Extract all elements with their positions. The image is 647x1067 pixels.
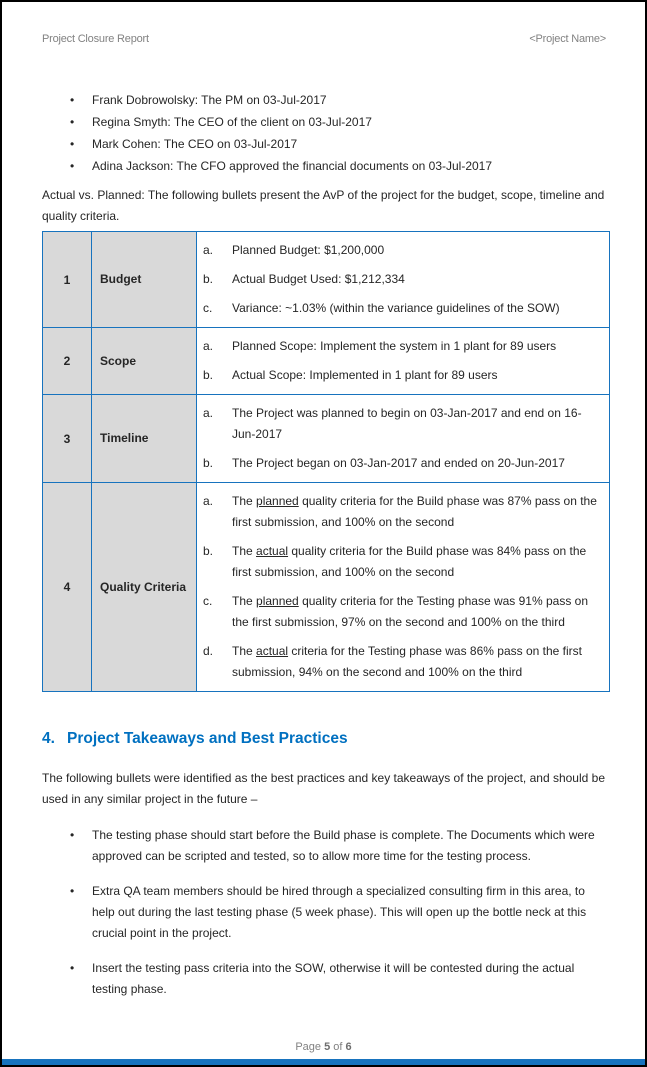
row-number: 2 — [43, 328, 92, 395]
page-content — [2, 33, 645, 1000]
item-letter: c. — [203, 301, 213, 315]
footer-of-label: of — [333, 1041, 343, 1053]
item-text-rest: quality criteria for the Testing phase was 91% pass on the first submission, 97% on the second and 100% on the third — [232, 594, 589, 629]
row-label: Scope — [92, 328, 197, 395]
approval-list-item-text: Frank Dobrowolsky: The PM on 03-Jul-2017 — [92, 93, 327, 107]
footer-accent-bar — [2, 1059, 645, 1065]
item-letter: b. — [203, 368, 214, 382]
item-text-underlined-word: planned — [256, 494, 299, 508]
item-letter: a. — [203, 494, 214, 508]
approval-list-item-text: Regina Smyth: The CEO of the client on 03-Jul-2017 — [92, 115, 372, 129]
item-letter: d. — [203, 644, 214, 658]
table-row — [43, 483, 610, 692]
item-letter: a. — [203, 406, 214, 420]
row-number: 3 — [43, 395, 92, 483]
approval-list-item — [70, 133, 606, 155]
page-header — [42, 33, 606, 45]
item-text: Variance: ~1.03% (within the variance guidelines of the SOW) — [232, 301, 560, 315]
approval-list-item-text: Adina Jackson: The CFO approved the financial documents on 03-Jul-2017 — [92, 159, 493, 173]
row-number: 4 — [43, 483, 92, 692]
item-text — [232, 641, 601, 683]
row-item — [203, 365, 601, 386]
row-item — [203, 336, 601, 357]
bullet-icon: • — [70, 884, 75, 898]
takeaway-list-item-text: Extra QA team members should be hired through a specialized consulting firm in this area, to help out during the last testing phase (5 week phase). This will open up the bottle neck at this crucial point in the project. — [92, 884, 587, 940]
item-letter: b. — [203, 272, 214, 286]
row-label: Timeline — [92, 395, 197, 483]
table-row — [43, 232, 610, 328]
row-item — [203, 453, 601, 474]
row-item — [203, 403, 601, 445]
item-text: The Project began on 03-Jan-2017 and ended on 20-Jun-2017 — [232, 456, 565, 470]
header-title: Project Closure Report — [42, 33, 149, 45]
row-items-cell — [197, 232, 610, 328]
item-text — [232, 491, 601, 533]
row-item — [203, 541, 601, 583]
item-text: Actual Scope: Implemented in 1 plant for 89 users — [232, 368, 498, 382]
row-item — [203, 269, 601, 290]
item-text — [232, 591, 601, 633]
item-text-prefix: The — [232, 644, 257, 658]
section-heading — [42, 730, 606, 748]
takeaway-list-item — [70, 958, 606, 1000]
approval-list-item — [70, 155, 606, 177]
takeaway-list-item — [70, 881, 606, 944]
header-project-name-placeholder: <Project Name> — [529, 33, 606, 45]
footer-total-pages: 6 — [345, 1041, 352, 1053]
row-item — [203, 641, 601, 683]
approvals-bullet-list — [42, 89, 606, 177]
takeaway-list-item-text: The testing phase should start before the Build phase is complete. The Documents which were approved can be scripted and tested, so to allow more time for the testing process. — [92, 828, 595, 863]
item-text-prefix: The — [232, 544, 257, 558]
takeaway-list-item-text: Insert the testing pass criteria into the SOW, otherwise it will be contested during the actual testing phase. — [92, 961, 575, 996]
item-text — [232, 541, 601, 583]
item-text-underlined-word: actual — [256, 644, 289, 658]
item-text: Actual Budget Used: $1,212,334 — [232, 272, 405, 286]
row-label: Budget — [92, 232, 197, 328]
bullet-icon: • — [70, 137, 75, 151]
item-letter: c. — [203, 594, 213, 608]
row-items-cell — [197, 328, 610, 395]
row-item — [203, 591, 601, 633]
row-label: Quality Criteria — [92, 483, 197, 692]
row-items-cell — [197, 483, 610, 692]
bullet-icon: • — [70, 93, 75, 107]
row-items-cell — [197, 395, 610, 483]
item-text-prefix: The — [232, 594, 257, 608]
takeaways-intro-paragraph: The following bullets were identified as the best practices and key takeaways of the project, and should be used in any similar project in the future – — [42, 771, 605, 806]
takeaway-list-item — [70, 825, 606, 867]
item-text-underlined-word: planned — [256, 594, 299, 608]
approval-list-item — [70, 89, 606, 111]
row-item — [203, 240, 601, 261]
footer-page-number: 5 — [324, 1041, 331, 1053]
approval-list-item-text: Mark Cohen: The CEO on 03-Jul-2017 — [92, 137, 298, 151]
item-text: Planned Scope: Implement the system in 1 plant for 89 users — [232, 339, 557, 353]
item-text: Planned Budget: $1,200,000 — [232, 243, 385, 257]
bullet-icon: • — [70, 159, 75, 173]
item-text-rest: criteria for the Testing phase was 86% pass on the first submission, 94% on the second and 100% on the third — [232, 644, 582, 679]
item-letter: b. — [203, 456, 214, 470]
item-text-prefix: The — [232, 494, 257, 508]
avp-intro-paragraph: Actual vs. Planned: The following bullets present the AvP of the project for the budget, scope, timeline and quality criteria. — [42, 188, 605, 223]
bullet-icon: • — [70, 115, 75, 129]
approval-list-item — [70, 111, 606, 133]
row-item — [203, 491, 601, 533]
takeaways-bullet-list — [42, 825, 606, 1000]
row-number: 1 — [43, 232, 92, 328]
section-number: 4. — [42, 730, 55, 747]
item-text: The Project was planned to begin on 03-Jan-2017 and end on 16-Jun-2017 — [232, 406, 582, 441]
bullet-icon: • — [70, 828, 75, 842]
item-letter: a. — [203, 243, 214, 257]
page-footer — [2, 1041, 645, 1053]
table-row — [43, 328, 610, 395]
item-letter: a. — [203, 339, 214, 353]
item-text-rest: quality criteria for the Build phase was 84% pass on the first submission, and 100% on the second — [232, 544, 587, 579]
item-text-underlined-word: actual — [256, 544, 289, 558]
section-title: Project Takeaways and Best Practices — [67, 730, 348, 747]
item-text-rest: quality criteria for the Build phase was 87% pass on the first submission, and 100% on the second — [232, 494, 597, 529]
actual-vs-planned-table — [42, 231, 610, 692]
bullet-icon: • — [70, 961, 75, 975]
item-letter: b. — [203, 544, 214, 558]
row-item — [203, 298, 601, 319]
footer-page-label: Page — [295, 1041, 322, 1053]
table-row — [43, 395, 610, 483]
